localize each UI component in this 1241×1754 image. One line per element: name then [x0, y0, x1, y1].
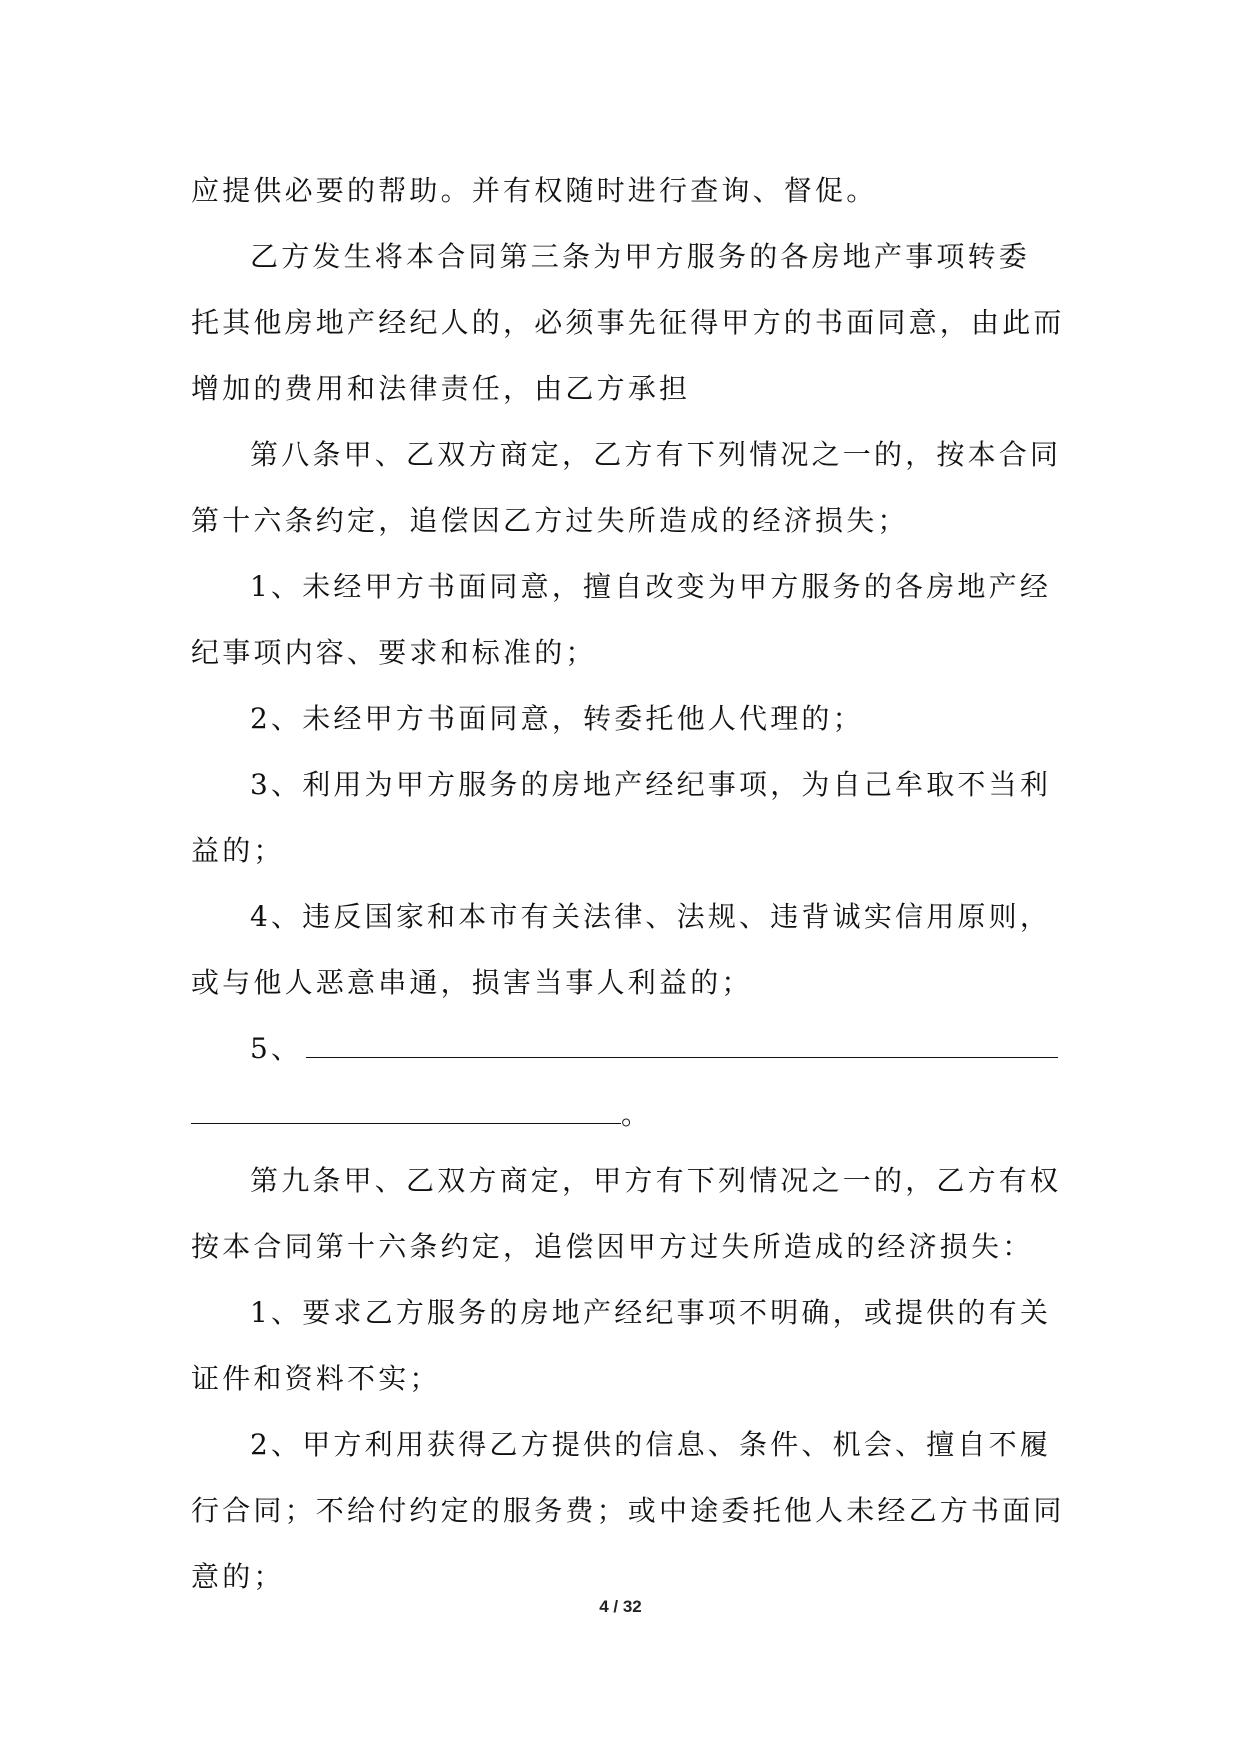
text-line: 第十六条约定，追偿因乙方过失所造成的经济损失；: [191, 504, 909, 537]
text-line: 托其他房地产经纪人的，必须事先征得甲方的书面同意，由此而: [191, 306, 1065, 339]
text-line: 按本合同第十六条约定，追偿因甲方过失所造成的经济损失：: [191, 1230, 1034, 1263]
fill-in-blank: [306, 1035, 1058, 1058]
page-number: 4 / 32: [599, 1597, 642, 1616]
fill-in-blank: [191, 1101, 621, 1124]
article-9-heading: 第九条甲、乙双方商定，甲方有下列情况之一的，乙方有权: [250, 1164, 1062, 1197]
period-mark: 。: [621, 1098, 653, 1131]
list-item-blank: [191, 1016, 1052, 1082]
list-item: 2、甲方利用获得乙方提供的信息、条件、机会、擅自不履: [250, 1428, 1052, 1461]
list-item: 2、未经甲方书面同意，转委托他人代理的；: [250, 702, 864, 735]
list-item: 3、利用为甲方服务的房地产经纪事项，为自己牟取不当利: [250, 768, 1052, 801]
list-item: 1、要求乙方服务的房地产经纪事项不明确，或提供的有关: [250, 1296, 1052, 1329]
text-line: 证件和资料不实；: [191, 1362, 441, 1395]
article-8-heading: 第八条甲、乙双方商定，乙方有下列情况之一的，按本合同: [250, 438, 1062, 471]
text-line: 或与他人恶意串通，损害当事人利益的；: [191, 966, 753, 999]
text-line-blank: [191, 1082, 1052, 1148]
text-line: 应提供必要的帮助。并有权随时进行查询、督促。: [191, 174, 878, 207]
list-item-number: 5、: [250, 1032, 303, 1065]
list-item: 4、违反国家和本市有关法律、法规、违背诚实信用原则，: [250, 900, 1052, 933]
text-line: 行合同；不给付约定的服务费；或中途委托他人未经乙方书面同: [191, 1494, 1065, 1527]
document-body: [191, 158, 1065, 1610]
text-line: 纪事项内容、要求和标准的；: [191, 636, 597, 669]
text-line: 乙方发生将本合同第三条为甲方服务的各房地产事项转委: [250, 240, 1031, 273]
text-line: 意的；: [191, 1560, 285, 1593]
text-line: 增加的费用和法律责任，由乙方承担: [191, 372, 691, 405]
list-item: 1、未经甲方书面同意，擅自改变为甲方服务的各房地产经: [250, 570, 1052, 603]
text-line: 益的；: [191, 834, 285, 867]
